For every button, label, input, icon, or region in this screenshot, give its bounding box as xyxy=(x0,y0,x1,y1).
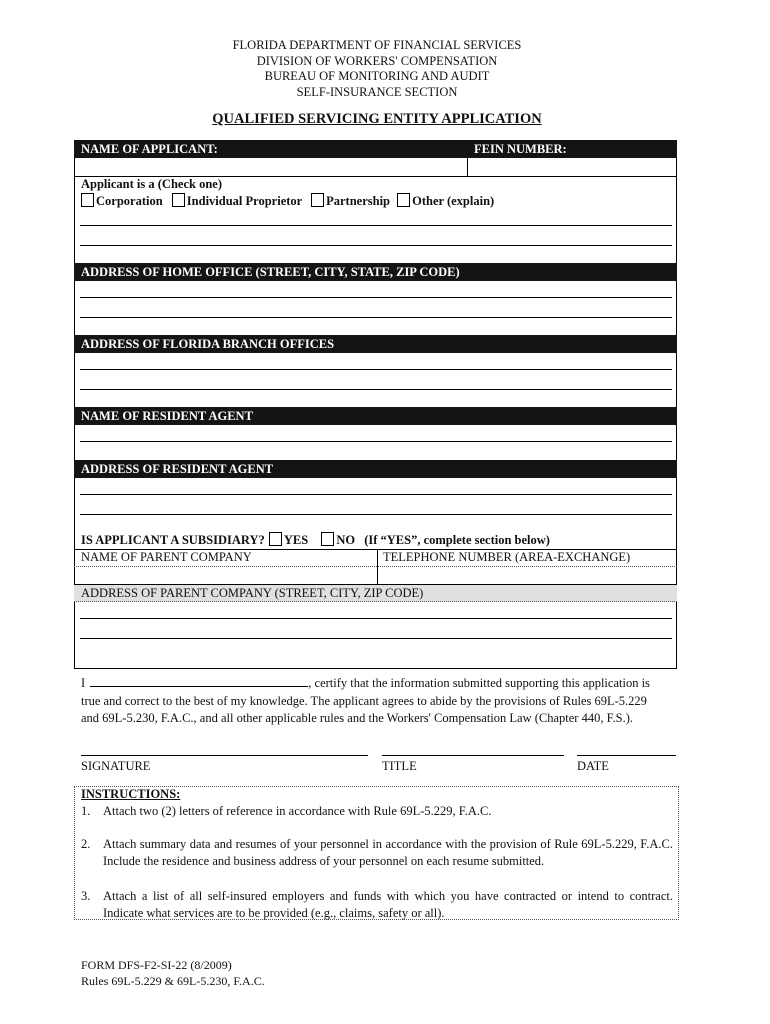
instruction-number: 3. xyxy=(81,889,91,903)
instruction-text: Attach a list of all self-insured employers and funds with which you have contracted or intend to contract. Indicate what services are to be provided (e.g., claims, safety or all). xyxy=(103,889,673,920)
date-label: DATE xyxy=(577,759,609,773)
fein-number-field[interactable] xyxy=(468,158,676,176)
name-of-applicant-bar xyxy=(74,140,677,158)
explain-line[interactable] xyxy=(80,245,672,246)
home-office-bar xyxy=(74,263,677,281)
individual-proprietor-option[interactable] xyxy=(172,194,302,208)
parent-company-name-field[interactable] xyxy=(74,567,376,584)
certification-line-3: and 69L-5.230, F.A.C., and all other applicable rules and the Workers' Compensation Law (Chapter 440, F.S.). xyxy=(81,711,634,725)
telephone-number-field[interactable] xyxy=(378,567,676,584)
resident-agent-name-line[interactable] xyxy=(80,441,672,442)
certification-statement xyxy=(81,674,673,728)
instruction-item-3 xyxy=(81,888,673,922)
signature-label: SIGNATURE xyxy=(81,759,151,773)
instructions-heading: INSTRUCTIONS: xyxy=(81,787,181,801)
header-line-3: BUREAU OF MONITORING AND AUDIT xyxy=(264,69,490,83)
applicant-type-options xyxy=(81,193,494,209)
subsidiary-no-checkbox[interactable] xyxy=(321,532,334,546)
explain-line[interactable] xyxy=(80,225,672,226)
home-office-line[interactable] xyxy=(80,297,672,298)
header-line-4: SELF-INSURANCE SECTION xyxy=(296,84,458,99)
resident-agent-name-label: NAME OF RESIDENT AGENT xyxy=(81,409,253,423)
instruction-text: Attach summary data and resumes of your personnel in accordance with the provision of Rule 69L-5.229, F.A.C. Include the residence and business address of your personnel on each resume submitted. xyxy=(103,837,673,868)
instruction-item-1 xyxy=(81,803,673,820)
header-line-2: DIVISION OF WORKERS' COMPENSATION xyxy=(256,53,498,68)
name-of-applicant-field[interactable] xyxy=(74,158,467,176)
telephone-number-label: TELEPHONE NUMBER (AREA-EXCHANGE) xyxy=(383,550,631,564)
instruction-text: Attach two (2) letters of reference in accordance with Rule 69L-5.229, F.A.C. xyxy=(103,804,492,818)
resident-agent-name-bar xyxy=(74,407,677,425)
partnership-option[interactable] xyxy=(311,194,390,208)
form-rules: Rules 69L-5.229 & 69L-5.230, F.A.C. xyxy=(81,973,265,988)
other-label: Other (explain) xyxy=(412,194,495,208)
parent-address-label: ADDRESS OF PARENT COMPANY (STREET, CITY, ZIP CODE) xyxy=(81,586,424,600)
instruction-item-2 xyxy=(81,836,673,870)
parent-address-line[interactable] xyxy=(80,618,672,619)
other-checkbox[interactable] xyxy=(397,193,410,207)
title-line[interactable] xyxy=(382,755,564,756)
subsidiary-question: IS APPLICANT A SUBSIDIARY? xyxy=(81,533,265,547)
certification-line-1: , certify that the information submitted supporting this application is xyxy=(308,676,650,690)
parent-address-line[interactable] xyxy=(80,638,672,639)
corporation-label: Corporation xyxy=(96,194,163,208)
applicant-type-label: Applicant is a (Check one) xyxy=(81,177,222,191)
form-title: QUALIFIED SERVICING ENTITY APPLICATION xyxy=(212,111,542,127)
name-of-applicant-label: NAME OF APPLICANT: xyxy=(81,142,218,156)
form-number: FORM DFS-F2-SI-22 (8/2009) xyxy=(81,958,232,972)
certification-line-2: true and correct to the best of my knowledge. The applicant agrees to abide by the provisions of Rules 69L-5.229 xyxy=(81,693,647,708)
subsidiary-no-label: NO xyxy=(336,533,356,547)
certifier-name-field[interactable] xyxy=(90,674,308,687)
branch-offices-line[interactable] xyxy=(80,389,672,390)
branch-offices-label: ADDRESS OF FLORIDA BRANCH OFFICES xyxy=(81,337,335,351)
instruction-number: 1. xyxy=(81,804,91,818)
certification-prefix: I xyxy=(81,676,86,690)
individual-proprietor-label: Individual Proprietor xyxy=(186,194,302,208)
subsidiary-yes-checkbox[interactable] xyxy=(269,532,282,546)
corporation-option[interactable] xyxy=(81,194,163,208)
subsidiary-note: (If “YES”, complete section below) xyxy=(364,533,550,547)
date-line[interactable] xyxy=(577,755,676,756)
resident-agent-address-bar xyxy=(74,460,677,478)
home-office-label: ADDRESS OF HOME OFFICE (STREET, CITY, STATE, ZIP CODE) xyxy=(81,265,460,279)
individual-proprietor-checkbox[interactable] xyxy=(172,193,185,207)
resident-agent-address-label: ADDRESS OF RESIDENT AGENT xyxy=(81,462,274,476)
home-office-line[interactable] xyxy=(80,317,672,318)
subsidiary-yes-label: YES xyxy=(283,533,309,547)
instruction-number: 2. xyxy=(81,837,91,851)
partnership-checkbox[interactable] xyxy=(311,193,324,207)
form-footer xyxy=(81,958,265,989)
resident-agent-address-line[interactable] xyxy=(80,494,672,495)
subsidiary-question-row xyxy=(81,532,550,548)
partnership-label: Partnership xyxy=(326,194,390,208)
parent-address-bar xyxy=(74,584,677,602)
parent-company-name-label: NAME OF PARENT COMPANY xyxy=(81,550,252,564)
branch-offices-line[interactable] xyxy=(80,369,672,370)
agency-header xyxy=(0,38,754,100)
header-line-1: FLORIDA DEPARTMENT OF FINANCIAL SERVICES xyxy=(232,38,522,52)
fein-number-label: FEIN NUMBER: xyxy=(474,142,567,156)
resident-agent-address-line[interactable] xyxy=(80,514,672,515)
branch-offices-bar xyxy=(74,335,677,353)
title-label: TITLE xyxy=(382,759,417,773)
corporation-checkbox[interactable] xyxy=(81,193,94,207)
other-option[interactable] xyxy=(397,194,494,208)
signature-line[interactable] xyxy=(81,755,368,756)
